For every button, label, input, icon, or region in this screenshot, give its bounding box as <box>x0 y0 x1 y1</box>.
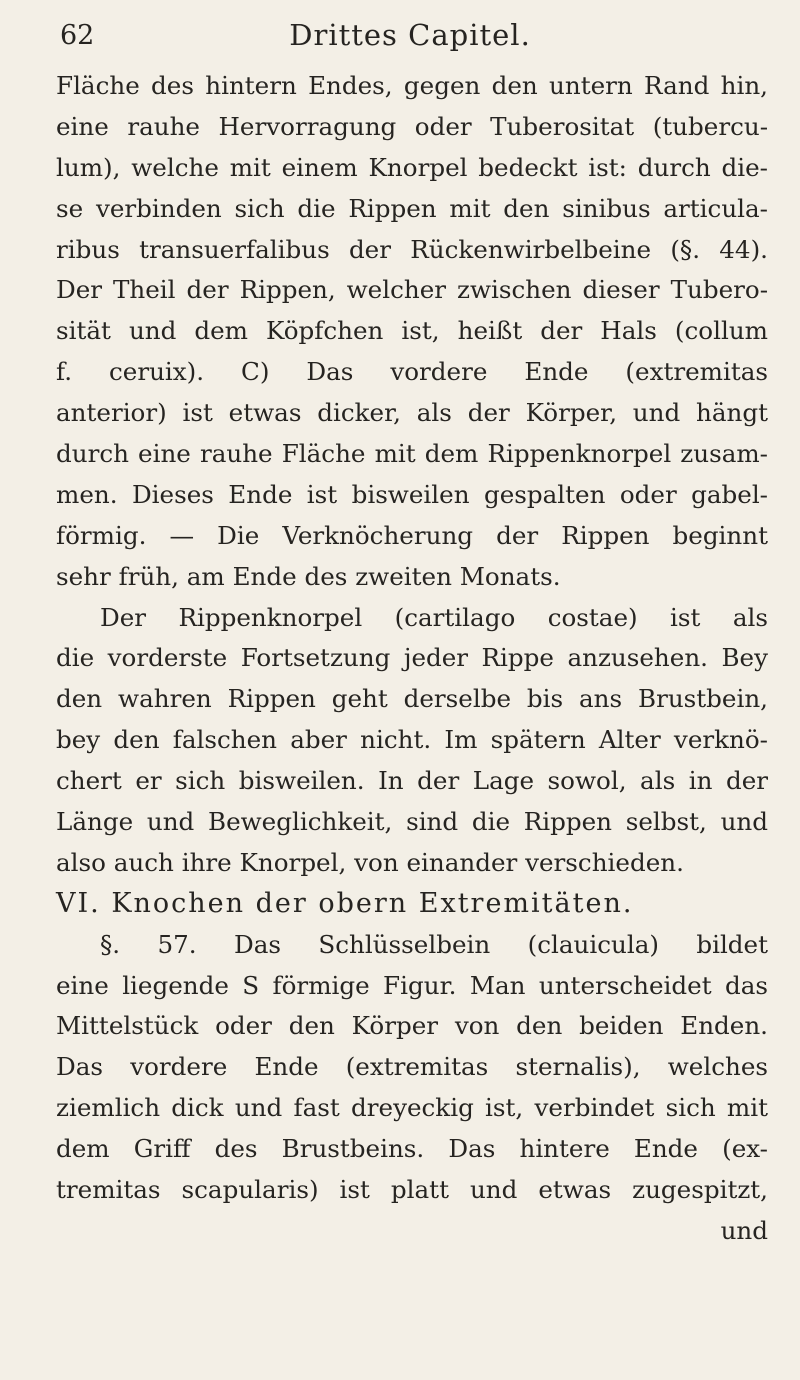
text-line: anterior) ist etwas dicker, als der Körper, und hängt <box>56 398 768 428</box>
section-heading: VI. Knochen der obern Extremitäten. <box>56 887 634 919</box>
text-line: eine rauhe Hervorragung oder Tuberositat (tubercu- <box>56 111 768 141</box>
catchword: und <box>720 1215 768 1245</box>
paragraph-start: §. 57. Das Schlüsselbein (clauicula) bildet <box>100 929 768 959</box>
paragraph-start: Der Rippenknorpel (cartilago costae) ist als <box>100 602 768 632</box>
body-text <box>56 66 768 1252</box>
text-line: sehr früh, am Ende des zweiten Monats. <box>56 561 561 591</box>
text-line: also auch ihre Knorpel, von einander verschieden. <box>56 847 684 877</box>
text-line: lum), welche mit einem Knorpel bedeckt ist: durch die- <box>56 152 768 182</box>
text-line: tremitas scapularis) ist platt und etwas zugespitzt, <box>56 1175 768 1205</box>
text-line: Das vordere Ende (extremitas sternalis), welches <box>56 1052 768 1082</box>
text-line: sität und dem Köpfchen ist, heißt der Hals (collum <box>56 316 768 346</box>
text-line: bey den falschen aber nicht. Im spätern Alter verknö- <box>56 725 768 755</box>
text-line: chert er sich bisweilen. In der Lage sowol, als in der <box>56 766 768 796</box>
page-header <box>60 14 760 58</box>
text-line: durch eine rauhe Fläche mit dem Rippenknorpel zusam- <box>56 439 768 469</box>
text-line: Der Theil der Rippen, welcher zwischen dieser Tubero- <box>56 275 768 305</box>
text-line: die vorderste Fortsetzung jeder Rippe anzusehen. Bey <box>56 643 768 673</box>
text-line: dem Griff des Brustbeins. Das hintere Ende (ex- <box>56 1134 768 1164</box>
text-line: den wahren Rippen geht derselbe bis ans Brustbein, <box>56 684 768 714</box>
text-line: ribus transuerfalibus der Rückenwirbelbeine (§. 44). <box>56 234 768 264</box>
text-line: men. Dieses Ende ist bisweilen gespalten oder gabel- <box>56 479 768 509</box>
text-line: förmig. — Die Verknöcherung der Rippen beginnt <box>56 520 768 550</box>
text-line: ziemlich dick und fast dreyeckig ist, verbindet sich mit <box>56 1093 768 1123</box>
text-line: se verbinden sich die Rippen mit den sinibus articula- <box>56 193 768 223</box>
text-line: Länge und Beweglichkeit, sind die Rippen selbst, und <box>56 807 768 837</box>
running-head: Drittes Capitel. <box>289 18 531 52</box>
text-line: eine liegende S förmige Figur. Man unterscheidet das <box>56 970 768 1000</box>
text-line: Mittelstück oder den Körper von den beiden Enden. <box>56 1011 768 1041</box>
text-line: Fläche des hintern Endes, gegen den untern Rand hin, <box>56 71 768 100</box>
text-line: f. ceruix). C) Das vordere Ende (extremitas <box>56 357 768 387</box>
page-number: 62 <box>60 20 95 51</box>
